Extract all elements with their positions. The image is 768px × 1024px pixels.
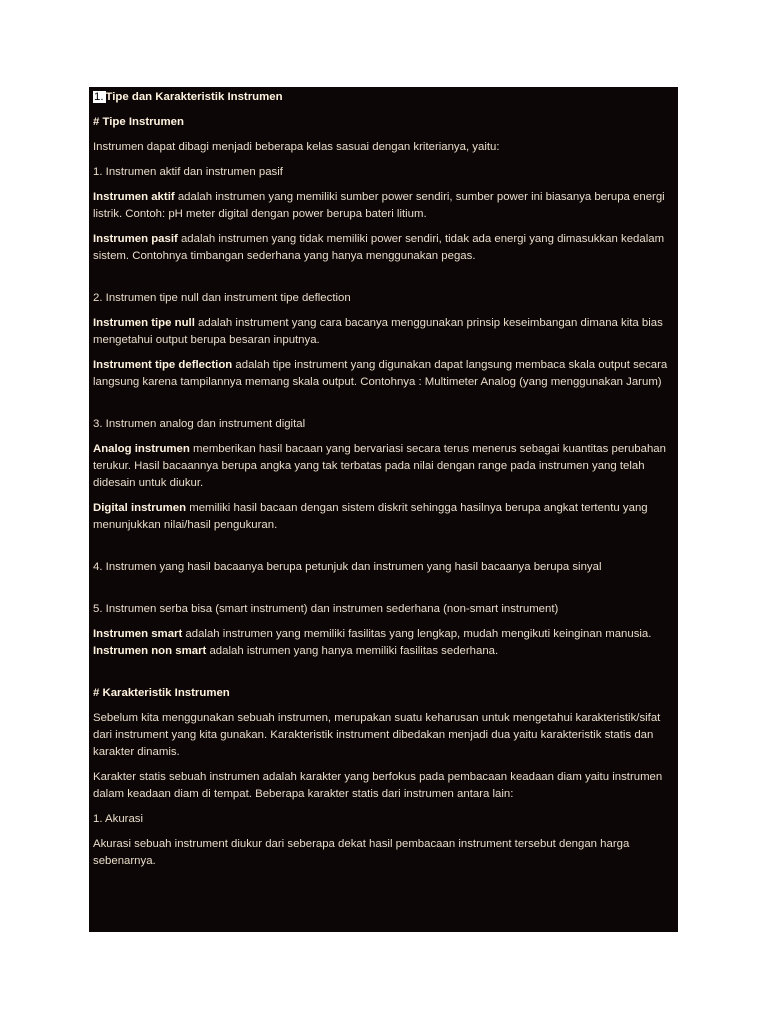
section-heading-karakteristik: # Karakteristik Instrumen — [93, 687, 230, 699]
term: Analog instrumen — [93, 443, 190, 455]
term: Digital instrumen — [93, 502, 187, 514]
section-intro: Instrumen dapat dibagi menjadi beberapa kelas sasuai dengan kriterianya, yaitu: — [93, 141, 500, 153]
paragraph-karakteristik-intro: Sebelum kita menggunakan sebuah instrumen, merupakan suatu keharusan untuk mengetahui karakteristik/sifat dari instrument yang kita gunakan. Karakteristik instrument dibedakan menjadi dua yaitu karakteristik statis dan karakter dinamis. — [93, 712, 661, 758]
title-number: 1. — [94, 91, 104, 103]
item-heading-3: 3. Instrumen analog dan instrument digital — [93, 418, 306, 430]
item-heading-4: 4. Instrumen yang hasil bacaanya berupa petunjuk dan instrumen yang hasil bacaanya berupa sinyal — [93, 561, 602, 573]
document-page — [89, 87, 678, 932]
item-heading-2: 2. Instrumen tipe null dan instrument tipe deflection — [93, 292, 351, 304]
paragraph-digital — [93, 500, 675, 534]
paragraph-smart — [93, 626, 675, 660]
definition: adalah tipe instrument yang digunakan dapat langsung membaca skala output secara langsung karena tampilannya memang skala output. Contohnya : Multimeter Analog (yang menggunakan Jarum) — [93, 359, 668, 388]
definition: adalah instrument yang cara bacanya menggunakan prinsip keseimbangan dimana kita bias mengetahui output berupa besaran inputnya. — [93, 317, 663, 346]
definition: adalah instrumen yang tidak memiliki power sendiri, tidak ada energi yang dimasukkan kedalam sistem. Contohnya timbangan sederhana yang hanya menggunakan pegas. — [93, 233, 665, 262]
paragraph-akurasi: Akurasi sebuah instrument diukur dari seberapa dekat hasil pembacaan instrument tersebut dengan harga sebenarnya. — [93, 838, 630, 867]
page-title — [93, 89, 675, 106]
definition: memiliki hasil bacaan dengan sistem diskrit sehingga hasilnya berupa angkat tertentu yang menunjukkan nilai/hasil pengukuran. — [93, 502, 648, 531]
term: Instrumen smart — [93, 628, 183, 640]
item-heading-akurasi: 1. Akurasi — [93, 813, 144, 825]
paragraph-instrumen-aktif — [93, 189, 675, 223]
paragraph-tipe-null — [93, 315, 675, 349]
paragraph-instrumen-pasif — [93, 231, 675, 265]
definition: adalah istrumen yang hanya memiliki fasilitas sederhana. — [206, 645, 499, 657]
title-text: Tipe dan Karakteristik Instrumen — [105, 91, 283, 103]
definition: adalah instrumen yang memiliki fasilitas yang lengkap, mudah mengikuti keinginan manusia. — [182, 628, 652, 640]
term: Instrument tipe deflection — [93, 359, 233, 371]
section-heading-tipe: # Tipe Instrumen — [93, 116, 184, 128]
term: Instrumen tipe null — [93, 317, 195, 329]
term: Instrumen aktif — [93, 191, 175, 203]
term: Instrumen non smart — [93, 645, 207, 657]
definition: memberikan hasil bacaan yang bervariasi secara terus menerus sebagai kuantitas perubahan terukur. Hasil bacaannya berupa angka yang tak terbatas pada nilai dengan range pada instrumen yang telah didesain untuk diukur. — [93, 443, 666, 489]
definition: adalah instrumen yang memiliki sumber power sendiri, sumber power ini biasanya berupa energi listrik. Contoh: pH meter digital dengan power berupa bateri litium. — [93, 191, 665, 220]
paragraph-tipe-deflection — [93, 357, 675, 391]
paragraph-analog — [93, 441, 675, 492]
item-heading-5: 5. Instrumen serba bisa (smart instrument) dan instrumen sederhana (non-smart instrument) — [93, 603, 559, 615]
paragraph-karakter-statis: Karakter statis sebuah instrumen adalah karakter yang berfokus pada pembacaan keadaan diam yaitu instrumen dalam keadaan diam di tempat. Beberapa karakter statis dari instrumen antara lain: — [93, 771, 663, 800]
term: Instrumen pasif — [93, 233, 178, 245]
item-heading-1: 1. Instrumen aktif dan instrumen pasif — [93, 166, 283, 178]
